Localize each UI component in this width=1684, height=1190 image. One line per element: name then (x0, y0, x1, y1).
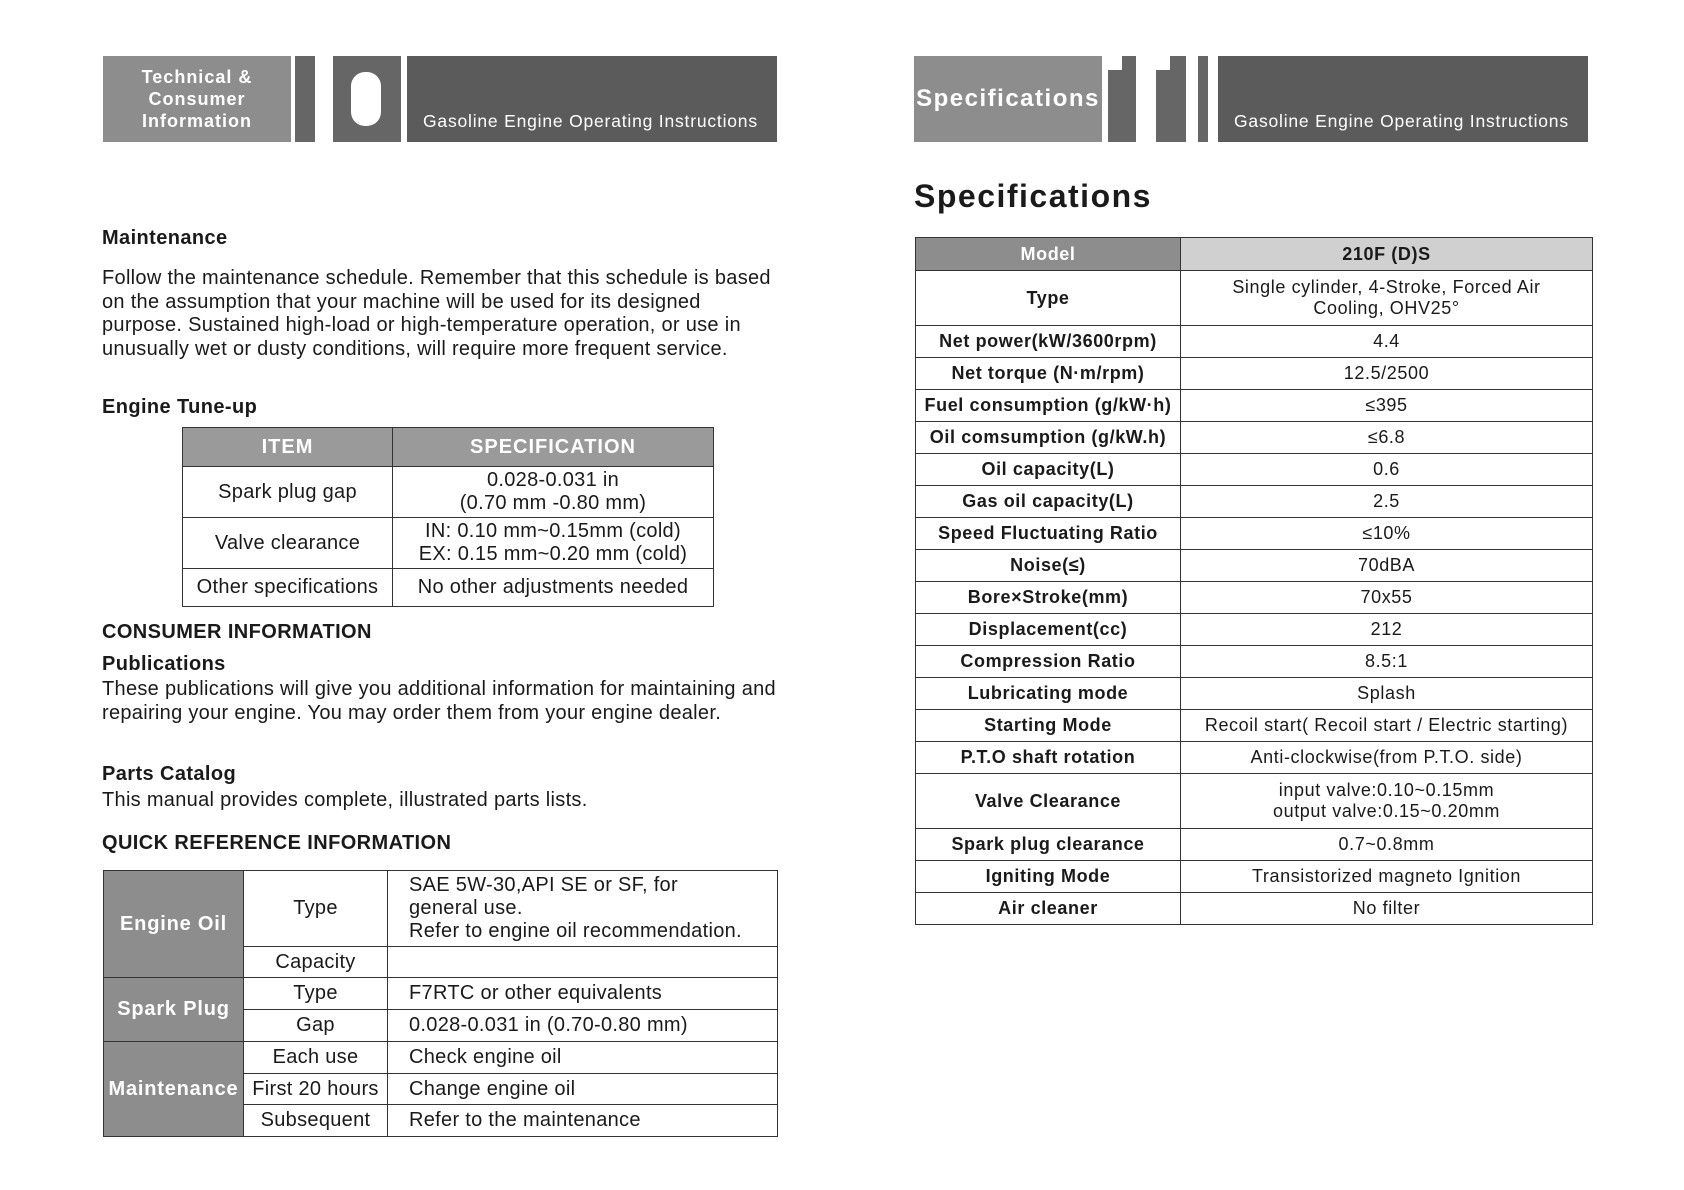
maintenance-heading: Maintenance (102, 227, 228, 249)
table-row (916, 271, 1593, 326)
first-value: Change engine oil (388, 1074, 778, 1105)
spec-value (1181, 390, 1593, 422)
specifications-table (915, 237, 1593, 925)
spec-label: Air cleaner (916, 893, 1181, 925)
gap-value: 0.028-0.031 in (0.70-0.80 mm) (388, 1010, 778, 1042)
spec-value-line: 8.5:1 (1364, 651, 1409, 671)
right-chapter-number (1104, 56, 1216, 142)
spec-value (1181, 774, 1593, 829)
spec-label: Igniting Mode (916, 861, 1181, 893)
oil-type-value (388, 871, 778, 947)
specifications-title: Specifications (914, 178, 1152, 214)
spec-value-line: 0.7~0.8mm (1338, 834, 1435, 854)
consumer-heading: CONSUMER INFORMATION (102, 621, 372, 643)
row-label: Subsequent (244, 1105, 388, 1137)
table-row (916, 518, 1593, 550)
spec-value-line: ≤10% (1362, 523, 1411, 543)
group-engine-oil: Engine Oil (104, 871, 244, 978)
tuneup-spec-line: 0.028-0.031 in (486, 469, 620, 491)
spec-value (1181, 893, 1593, 925)
subsequent-value: Refer to the maintenance (388, 1105, 778, 1137)
spec-label: Lubricating mode (916, 678, 1181, 710)
tuneup-table (182, 427, 714, 607)
row-label: Each use (244, 1042, 388, 1074)
spec-value-line: 0.6 (1373, 459, 1400, 479)
group-maintenance: Maintenance (104, 1042, 244, 1137)
spec-value-line: Splash (1357, 683, 1416, 703)
tuneup-col-item: ITEM (183, 428, 393, 467)
spec-label: Fuel consumption (g/kW·h) (916, 390, 1181, 422)
tuneup-header-row (183, 428, 714, 467)
specs-header-row (916, 238, 1593, 271)
spec-value-line: 70x55 (1360, 587, 1413, 607)
table-row (916, 710, 1593, 742)
right-subtitle-box (1218, 56, 1588, 142)
spec-label: Noise(≤) (916, 550, 1181, 582)
spec-value-line: 70dBA (1357, 555, 1416, 575)
spec-value (1181, 829, 1593, 861)
tuneup-col-spec: SPECIFICATION (393, 428, 714, 467)
spec-value (1181, 646, 1593, 678)
table-row (104, 871, 778, 947)
spec-value-line: Anti-clockwise(from P.T.O. side) (1250, 747, 1523, 767)
left-subtitle-box (407, 56, 777, 142)
model-label: Model (916, 238, 1181, 271)
tuneup-heading: Engine Tune-up (102, 396, 258, 418)
right-subtitle: Gasoline Engine Operating Instructions (1234, 111, 1569, 131)
spec-label: Bore×Stroke(mm) (916, 582, 1181, 614)
value-line: Refer to engine oil recommendation. (409, 920, 742, 942)
table-row (916, 678, 1593, 710)
spec-label: Net power(kW/3600rpm) (916, 326, 1181, 358)
table-row (916, 774, 1593, 829)
quickref-heading: QUICK REFERENCE INFORMATION (102, 832, 452, 854)
spec-value (1181, 550, 1593, 582)
table-row (916, 326, 1593, 358)
row-label: Gap (244, 1010, 388, 1042)
tuneup-item: Spark plug gap (183, 467, 393, 518)
spec-label: P.T.O shaft rotation (916, 742, 1181, 774)
table-row (916, 486, 1593, 518)
tuneup-spec-line: EX: 0.15 mm~0.20 mm (cold) (418, 543, 688, 565)
spec-value-line: Single cylinder, 4-Stroke, Forced Air (1232, 277, 1541, 297)
spec-label: Gas oil capacity(L) (916, 486, 1181, 518)
left-section-title: Technical & Consumer Information (141, 67, 253, 131)
model-value: 210F (D)S (1181, 238, 1593, 271)
spec-value (1181, 454, 1593, 486)
plug-type-value: F7RTC or other equivalents (388, 978, 778, 1010)
spec-value (1181, 358, 1593, 390)
spec-label: Starting Mode (916, 710, 1181, 742)
parts-text: This manual provides complete, illustrated parts lists. (102, 789, 588, 811)
tuneup-spec-line: (0.70 mm -0.80 mm) (459, 492, 647, 514)
tuneup-spec: No other adjustments needed (393, 569, 714, 607)
row-label: Type (244, 871, 388, 947)
spec-value (1181, 422, 1593, 454)
spec-label: Displacement(cc) (916, 614, 1181, 646)
spec-value-line: output valve:0.15~0.20mm (1272, 801, 1501, 821)
spec-value-line: No filter (1352, 898, 1421, 918)
spec-value-line: ≤395 (1365, 395, 1408, 415)
spec-value (1181, 614, 1593, 646)
table-row (916, 614, 1593, 646)
group-spark-plug: Spark Plug (104, 978, 244, 1042)
right-section-title: Specifications (916, 85, 1100, 112)
table-row (916, 829, 1593, 861)
spec-value (1181, 326, 1593, 358)
table-row (916, 550, 1593, 582)
chapter-number-10-graphic (293, 56, 405, 142)
spec-value (1181, 678, 1593, 710)
value-line: general use. (409, 897, 523, 919)
table-row (104, 978, 778, 1010)
spec-label: Spark plug clearance (916, 829, 1181, 861)
tuneup-spec (393, 467, 714, 518)
spec-label: Oil comsumption (g/kW.h) (916, 422, 1181, 454)
spec-value-line: Recoil start( Recoil start / Electric starting) (1204, 715, 1569, 735)
spec-label: Oil capacity(L) (916, 454, 1181, 486)
table-row (916, 861, 1593, 893)
spec-value (1181, 861, 1593, 893)
row-label: First 20 hours (244, 1074, 388, 1105)
table-row (916, 422, 1593, 454)
spec-label: Compression Ratio (916, 646, 1181, 678)
tuneup-item: Other specifications (183, 569, 393, 607)
each-use-value: Check engine oil (388, 1042, 778, 1074)
spec-value-line: 212 (1370, 619, 1403, 639)
spec-value-line: Transistorized magneto Ignition (1251, 866, 1522, 886)
spec-value (1181, 710, 1593, 742)
value-line: SAE 5W-30,API SE or SF, for (409, 874, 678, 896)
tuneup-spec-line: IN: 0.10 mm~0.15mm (cold) (425, 520, 681, 542)
table-row (183, 569, 714, 607)
tuneup-spec (393, 518, 714, 569)
left-chapter-number (293, 56, 405, 142)
spec-value (1181, 742, 1593, 774)
left-section-title-box (103, 56, 291, 142)
spec-value (1181, 582, 1593, 614)
maintenance-text: Follow the maintenance schedule. Remember that this schedule is based on the assumption that your machine will be used for its designed purpose. Sustained high-load or high-temperature operation, or use in unusually wet or dusty conditions, will require more frequent service. (102, 267, 771, 360)
spec-label: Valve Clearance (916, 774, 1181, 829)
spec-value (1181, 271, 1593, 326)
spec-value-line: 12.5/2500 (1343, 363, 1430, 383)
table-row (183, 467, 714, 518)
spec-value-line: Cooling, OHV25° (1313, 298, 1460, 318)
spec-value-line: 2.5 (1373, 491, 1400, 511)
table-row (183, 518, 714, 569)
publications-text: These publications will give you additional information for maintaining and repairing your engine. You may order them from your engine dealer. (102, 678, 776, 724)
quickref-table (103, 870, 778, 1137)
table-row (916, 582, 1593, 614)
chapter-number-11-graphic (1104, 56, 1216, 142)
left-subtitle: Gasoline Engine Operating Instructions (423, 111, 758, 131)
table-row (916, 893, 1593, 925)
right-section-title-box (914, 56, 1102, 142)
row-label: Type (244, 978, 388, 1010)
row-label: Capacity (244, 947, 388, 978)
spec-label: Net torque (N·m/rpm) (916, 358, 1181, 390)
spec-value-line: 4.4 (1373, 331, 1400, 351)
table-row (916, 454, 1593, 486)
parts-heading: Parts Catalog (102, 763, 237, 785)
table-row (104, 1042, 778, 1074)
tuneup-item: Valve clearance (183, 518, 393, 569)
publications-heading: Publications (102, 653, 226, 675)
spec-value (1181, 518, 1593, 550)
table-row (916, 646, 1593, 678)
specs-body (916, 271, 1593, 925)
table-row (916, 358, 1593, 390)
spec-value (1181, 486, 1593, 518)
spec-value-line: ≤6.8 (1367, 427, 1406, 447)
capacity-value (388, 947, 778, 978)
table-row (916, 390, 1593, 422)
table-row (916, 742, 1593, 774)
spec-label: Speed Fluctuating Ratio (916, 518, 1181, 550)
spec-value-line: input valve:0.10~0.15mm (1278, 780, 1495, 800)
spec-label: Type (916, 271, 1181, 326)
